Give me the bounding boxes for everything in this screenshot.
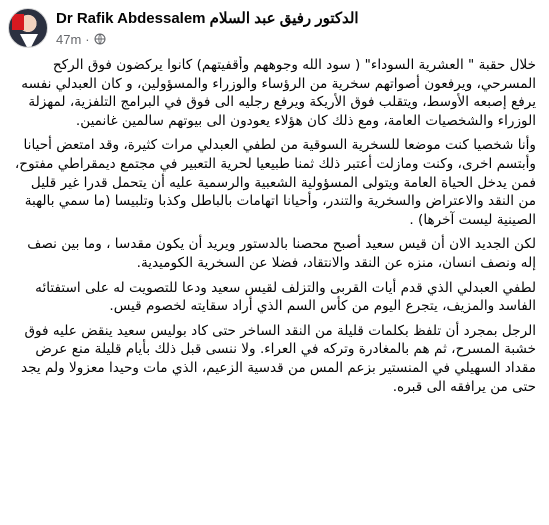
post-meta xyxy=(56,31,106,47)
post-paragraph-5: الرجل بمجرد أن تلفظ بكلمات قليلة من النقد الساخر حتى كاد بوليس سعيد ينقض عليه فوق خشبة المسرح، ثم هم بالمغادرة وتركه في العراء. ولا ننسى قبل ذلك بأيام قليلة منع عرض مقداد السهيلي في المنستير بزعم المس من قدسية الزعيم، الذي مات وحيدا معزولا ولم يجد حتى من يرافقه الى قبره. xyxy=(20,322,536,395)
post-body xyxy=(13,56,536,520)
flag-icon xyxy=(12,14,24,30)
post-header xyxy=(8,8,541,52)
author-name[interactable]: Dr Rafik Abdessalem الدكتور رفيق عبد السلام xyxy=(56,10,359,27)
post-paragraph-2: وأنا شخصيا كنت موضعا للسخرية السوقية من لطفي العبدلي مرات كثيرة، وقد امتعض أحيانا وأبتسم اخرى، وكنت ومازلت أعتبر ذلك ثمنا طبيعيا لحرية التعبير في مجتمع ديمقراطي مفتوح، فمن يدخل الحياة العامة ويتولى المسؤولية الشعبية والرسمية عليه أن يتحمل قدرا غير قليل من النقد والاعتراض والسخرية والتندر، وأحيانا اتهامات بالباطل وكذبا وتلبيسا (ما سمي بالهبة الصينية ليست آخرها) . xyxy=(14,137,536,228)
globe-icon[interactable] xyxy=(94,33,106,45)
meta-separator: · xyxy=(85,31,90,47)
post-paragraph-3: لكن الجديد الان أن قيس سعيد أصبح محصنا بالدستور ويريد أن يكون مقدسا ، وما بين نصف إله ونصف انسان، منزه عن النقد والانتقاد، فضلا عن السخرية الكوميدية. xyxy=(27,236,536,271)
post-time[interactable]: 47m xyxy=(56,31,82,47)
post-paragraph-1: خلال حقبة " العشرية السوداء" ( سود الله وجوههم وأقفيتهم) كانوا يركضون فوق الركح المسرحي، ويرفعون أصواتهم سخرية من الرؤساء والوزراء والمسؤولين، و كان العبدلي نفسه يرفع إصبعه الأوسط، ويتقلب فوق الأريكة ويرفع رجليه الى فوق في البرامج التلفزية، لمهزلة الوزراء والشخصيات العامة، ومع ذلك كان هؤلاء يعودون الى بيوتهم سالمين غانمين. xyxy=(21,57,536,129)
post-paragraph-4: لطفي العبدلي الذي قدم أيات القربى والتزلف لقيس سعيد ودعا للتصويت له على استفتائه الفاسد والمزيف، يتجرع اليوم من كأس السم الذي أراد سقايته لخصوم قيس. xyxy=(35,279,536,315)
author-avatar[interactable] xyxy=(8,8,48,48)
shirt-icon xyxy=(20,34,38,47)
